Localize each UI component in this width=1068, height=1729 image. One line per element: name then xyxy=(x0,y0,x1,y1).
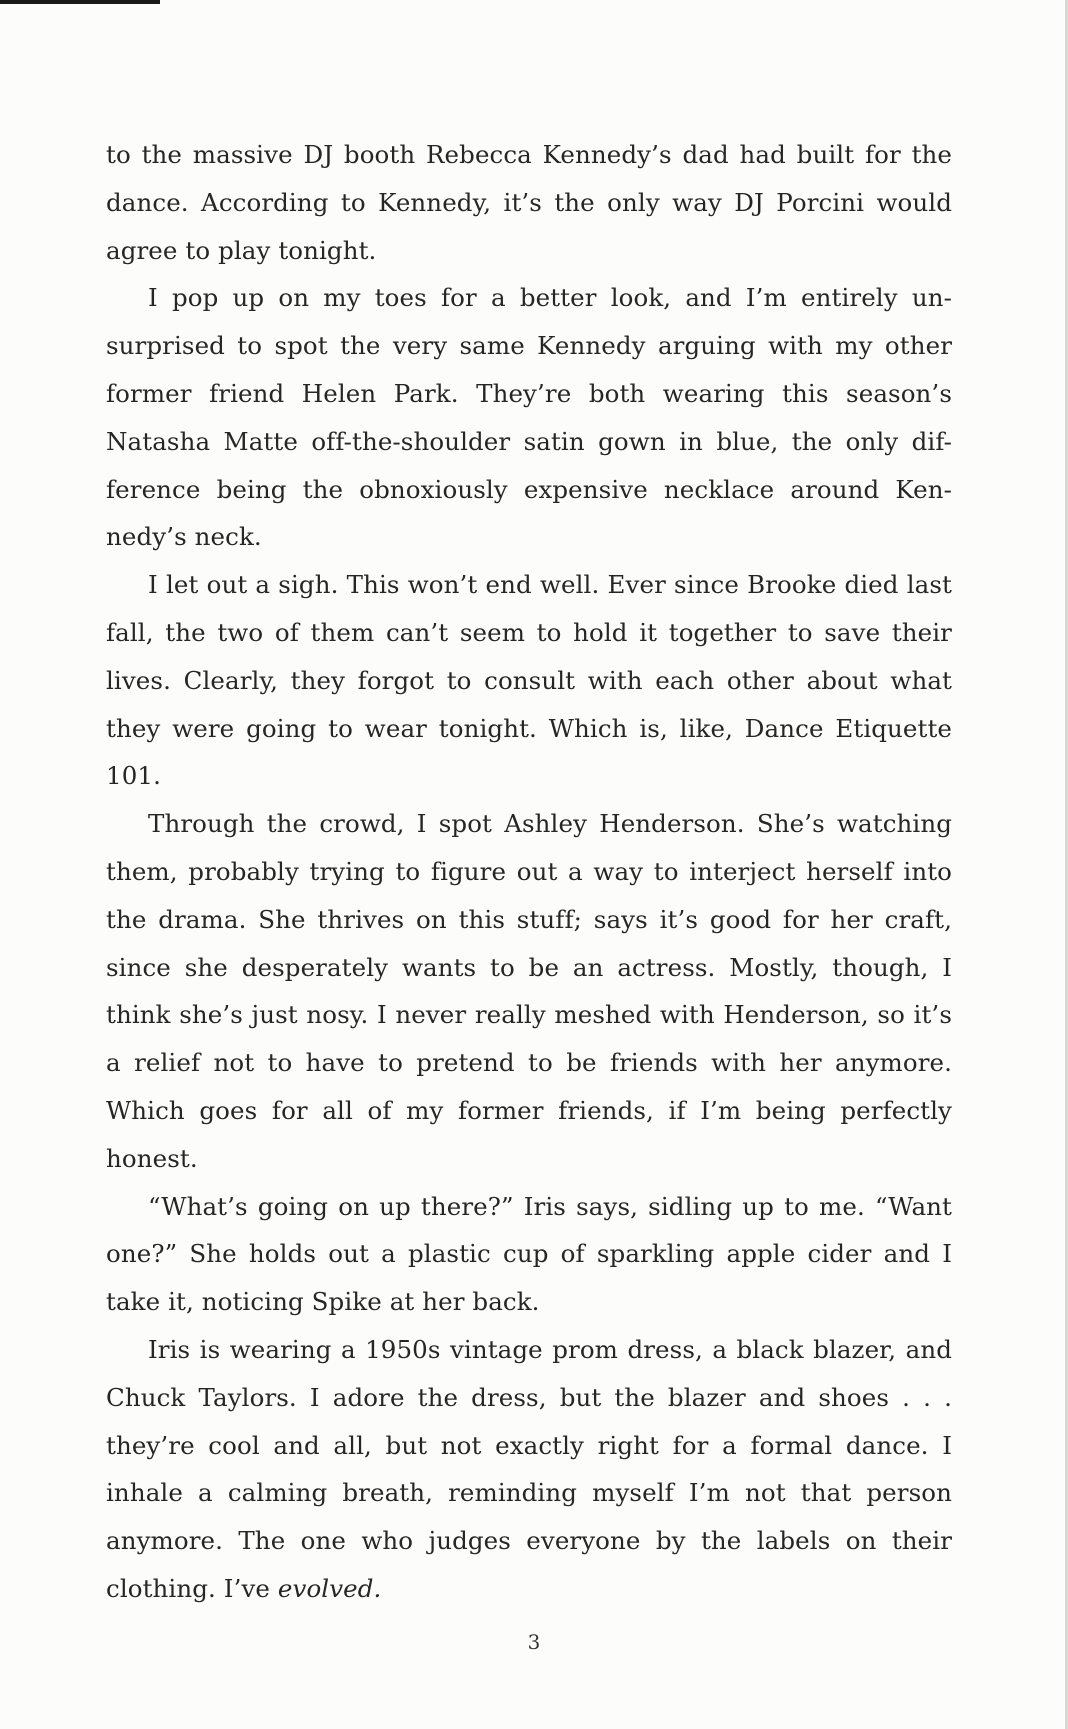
paragraph-6-text: Iris is wearing a 1950s vintage prom dress, a black blazer, and Chuck Taylors. I adore the dress, but the blazer and shoes . . . they’re cool and all, but not exactly right for a formal dance. I inhale a calming breath, reminding myself I’m not that person anymore. The one who judges everyone by the labels on their clothing. I’ve xyxy=(106,1334,952,1603)
paragraph-5: “What’s going on up there?” Iris says, sidling up to me. “Want one?” She holds out a plastic cup of sparkling apple cider and I take it, noticing Spike at her back. xyxy=(106,1191,952,1317)
paragraph-3: I let out a sigh. This won’t end well. Ever since Brooke died last fall, the two of them can’t seem to hold it together to save their lives. Clearly, they forgot to consult with each other about what they were going to wear tonight. Which is, like, Dance Etiquette 101. xyxy=(106,570,952,791)
paragraph-6-emphasis: evolved. xyxy=(277,1573,382,1603)
paragraph-4: Through the crowd, I spot Ashley Henderson. She’s watching them, probably trying to figure out a way to interject herself into the drama. She thrives on this stuff; says it’s good for her craft, since she desperately wants to be an actress. Mostly, though, I think she’s just nosy. I never really meshed with Henderson, so it’s a relief not to have to pretend to be friends with her anymore. Which goes for all of my former friends, if I’m being perfectly honest. xyxy=(106,809,952,1173)
paragraph-1: to the massive DJ booth Rebecca Kennedy’s dad had built for the dance. According to Kennedy, it’s the only way DJ Porcini would agree to play tonight. xyxy=(106,140,952,265)
body-text xyxy=(106,131,952,1613)
paragraph-2: I pop up on my toes for a better look, and I’m entirely un-surprised to spot the very same Kennedy arguing with my other former friend Helen Park. They’re both wearing this season’s Natasha Matte off-the-shoulder satin gown in blue, the only dif-ference being the obnoxiously expensive necklace around Ken-nedy’s neck. xyxy=(106,283,952,552)
page-number: 3 xyxy=(527,1630,541,1654)
paragraph-6 xyxy=(106,1326,952,1613)
scan-edge-mark xyxy=(0,0,160,4)
